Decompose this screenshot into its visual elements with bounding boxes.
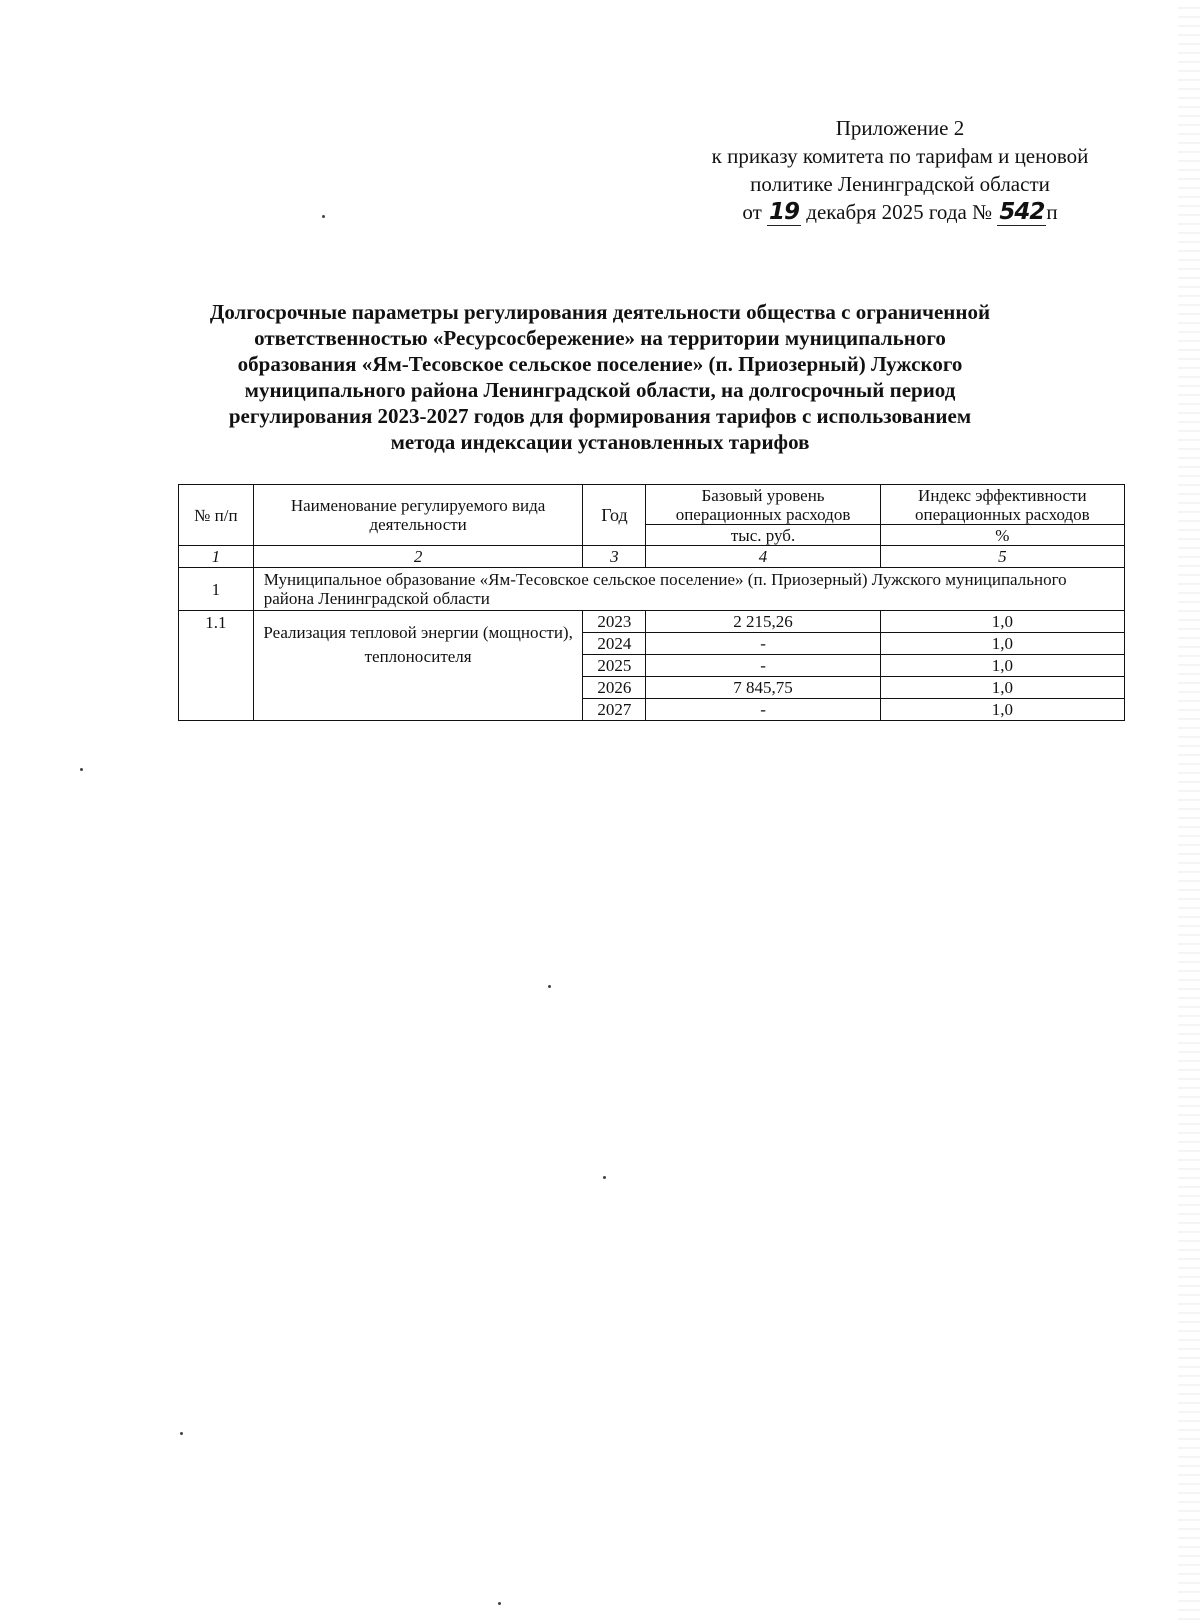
number-suffix: п bbox=[1046, 200, 1058, 224]
handwritten-day: 19 bbox=[769, 199, 800, 225]
title-line-3: образования «Ям-Тесовское сельское поселение» (п. Приозерный) Лужского bbox=[237, 352, 963, 376]
row-year: 2024 bbox=[583, 633, 646, 655]
header-name: Наименование регулируемого вида деятельности bbox=[253, 485, 583, 546]
scan-edge-noise bbox=[1178, 0, 1200, 1623]
unit-index: % bbox=[880, 525, 1124, 546]
scan-speck bbox=[498, 1602, 501, 1605]
title-line-2: ответственностью «Ресурсосбережение» на территории муниципального bbox=[254, 326, 946, 350]
org-row bbox=[179, 568, 1125, 611]
activity-name: Реализация тепловой энергии (мощности), теплоносителя bbox=[253, 611, 583, 721]
row-base: 2 215,26 bbox=[646, 611, 880, 633]
date-middle: декабря 2025 года № bbox=[806, 200, 993, 224]
row-base: - bbox=[646, 655, 880, 677]
appendix-date-line bbox=[660, 198, 1140, 226]
header-base: Базовый уровень операционных расходов bbox=[646, 485, 880, 525]
appendix-header bbox=[660, 114, 1140, 226]
header-year: Год bbox=[583, 485, 646, 546]
activity-num: 1.1 bbox=[179, 611, 254, 721]
table-header-row bbox=[179, 485, 1125, 525]
date-prefix: от bbox=[742, 200, 762, 224]
parameters-table bbox=[178, 484, 1125, 721]
row-base: 7 845,75 bbox=[646, 677, 880, 699]
org-text: Муниципальное образование «Ям-Тесовское сельское поселение» (п. Приозерный) Лужского муниципального района Ленинградской области bbox=[253, 568, 1124, 611]
scan-speck bbox=[322, 215, 325, 218]
title-line-6: метода индексации установленных тарифов bbox=[390, 430, 810, 454]
title-line-1: Долгосрочные параметры регулирования деятельности общества с ограниченной bbox=[209, 300, 991, 324]
column-index: 1 bbox=[179, 546, 254, 568]
scan-speck bbox=[80, 768, 83, 771]
table-row bbox=[179, 611, 1125, 633]
row-year: 2027 bbox=[583, 699, 646, 721]
row-index: 1,0 bbox=[880, 677, 1124, 699]
appendix-committee: политике Ленинградской области bbox=[750, 172, 1050, 196]
row-base: - bbox=[646, 699, 880, 721]
row-base: - bbox=[646, 633, 880, 655]
header-index: Индекс эффективности операционных расходов bbox=[880, 485, 1124, 525]
org-num: 1 bbox=[179, 568, 254, 611]
column-index: 3 bbox=[583, 546, 646, 568]
row-index: 1,0 bbox=[880, 655, 1124, 677]
row-year: 2025 bbox=[583, 655, 646, 677]
handwritten-number: 542 bbox=[999, 199, 1045, 225]
title-line-4: муниципального района Ленинградской области, на долгосрочный период bbox=[244, 378, 956, 402]
scan-speck bbox=[180, 1432, 183, 1435]
column-index: 2 bbox=[253, 546, 583, 568]
document-title bbox=[150, 299, 1050, 455]
header-num: № п/п bbox=[179, 485, 254, 546]
row-year: 2026 bbox=[583, 677, 646, 699]
scan-speck bbox=[603, 1176, 606, 1179]
appendix-title: Приложение 2 bbox=[835, 116, 965, 140]
column-index: 4 bbox=[646, 546, 880, 568]
row-index: 1,0 bbox=[880, 699, 1124, 721]
row-index: 1,0 bbox=[880, 633, 1124, 655]
appendix-order-ref: к приказу комитета по тарифам и ценовой bbox=[711, 144, 1089, 168]
unit-base: тыс. руб. bbox=[646, 525, 880, 546]
column-index-row bbox=[179, 546, 1125, 568]
row-year: 2023 bbox=[583, 611, 646, 633]
scan-speck bbox=[548, 985, 551, 988]
column-index: 5 bbox=[880, 546, 1124, 568]
row-index: 1,0 bbox=[880, 611, 1124, 633]
title-line-5: регулирования 2023-2027 годов для формирования тарифов с использованием bbox=[228, 404, 972, 428]
